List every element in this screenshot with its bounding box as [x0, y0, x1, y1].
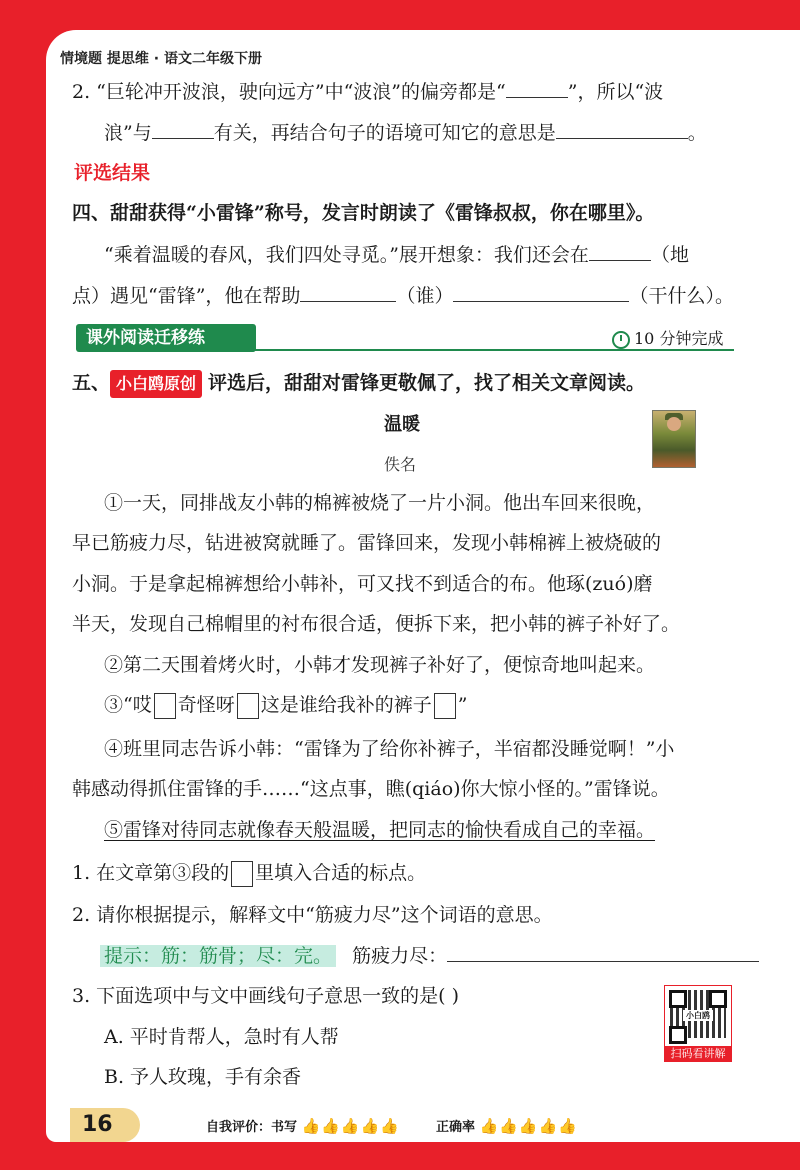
q4-blank-place[interactable]: [589, 240, 651, 261]
section-banner: 课外阅读迁移练: [76, 324, 256, 352]
timer-label: [612, 326, 723, 349]
result-label: 评选结果: [74, 162, 151, 184]
lei-feng-photo: [652, 410, 696, 468]
writing-thumbs-icon[interactable]: 👍👍👍👍👍: [301, 1117, 400, 1135]
sub-q2-hint-line: [100, 941, 759, 969]
q2-line1-prefix: 2. “巨轮冲开波浪，驶向远方”中“波浪”的偏旁都是“: [72, 81, 506, 103]
q4-line1-a: “乘着温暖的春风，我们四处寻觅。”展开想象：我们还会在: [104, 244, 589, 266]
sub-q2-answer-blank[interactable]: [447, 941, 759, 962]
punct-box-2[interactable]: [237, 693, 259, 719]
sub-q1-a: 1. 在文章第③段的: [72, 862, 230, 884]
sub-q2: 2. 请你根据提示，解释文中“筋疲力尽”这个词语的意思。: [72, 904, 553, 926]
photo-head: [667, 417, 681, 431]
accuracy-eval: [436, 1116, 578, 1135]
qr-code[interactable]: [664, 985, 732, 1051]
hint-box: 提示：筋：筋骨；尽：完。: [100, 945, 336, 967]
accuracy-label: 正确率: [436, 1120, 476, 1135]
q2-blank-radical[interactable]: [506, 77, 568, 98]
q2-line2: [104, 118, 707, 146]
qr-finder-bl: [669, 1026, 687, 1044]
q4-line1: [104, 240, 689, 268]
q4-line2-c: （干什么）。: [629, 285, 734, 307]
accuracy-thumbs-icon[interactable]: 👍👍👍👍👍: [479, 1117, 578, 1135]
option-a[interactable]: A. 平时肯帮人，急时有人帮: [104, 1026, 339, 1048]
q2-line2-c: 。: [687, 122, 707, 144]
p3-a: ③“哎: [104, 694, 152, 716]
punct-box-1[interactable]: [154, 693, 176, 719]
article-p1-line3: 小洞。于是拿起棉裤想给小韩补，可又找不到适合的布。他琢(zuó)磨: [72, 573, 653, 595]
q4-line1-b: （地: [650, 244, 689, 266]
self-eval-label: 自我评价：书写: [206, 1120, 298, 1135]
q5-prefix: 五、: [72, 372, 111, 394]
punct-box-3[interactable]: [434, 693, 456, 719]
q2-line1: [72, 77, 663, 105]
book-header: 情境题 提思维 · 语文二年级下册: [60, 51, 262, 67]
sub-q1: [72, 860, 426, 887]
q4-blank-who[interactable]: [300, 281, 396, 302]
q2-blank-meaning[interactable]: [556, 118, 688, 139]
q2-line2-b: 有关，再结合句子的语境可知它的意思是: [213, 122, 556, 144]
q4-blank-what[interactable]: [453, 281, 629, 302]
qr-center-text: 小白鸥: [683, 1010, 713, 1021]
article-p3: [104, 692, 467, 719]
article-p1-line1: ①一天，同排战友小韩的棉裤被烧了一片小洞。他出车回来很晚，: [104, 492, 656, 514]
page-number: 16: [70, 1108, 140, 1142]
article-p4-line2: 韩感动得抓住雷锋的手……“这点事，瞧(qiáo)你大惊小怪的。”雷锋说。: [72, 778, 670, 800]
timer-text: 10 分钟完成: [634, 329, 724, 348]
p3-d: ”: [457, 694, 468, 716]
q4-title: 四、甜甜获得“小雷锋”称号，发言时朗读了《雷锋叔叔，你在哪里》。: [72, 202, 655, 224]
article-author: 佚名: [384, 455, 417, 474]
article-p1-line2: 早已筋疲力尽，钻进被窝就睡了。雷锋回来，发现小韩棉裤上被烧破的: [72, 532, 662, 554]
q2-line1-suffix: ”，所以“波: [567, 81, 664, 103]
sub-q1-b: 里填入合适的标点。: [255, 862, 427, 884]
alarm-clock-icon: [612, 331, 630, 349]
sub-q2-answer-label: 筋疲力尽：: [352, 945, 448, 967]
p3-b: 奇怪呀: [177, 694, 235, 716]
q5-title-text: 评选后，甜甜对雷锋更敬佩了，找了相关文章阅读。: [208, 372, 646, 394]
q2-line2-a: 浪”与: [104, 122, 152, 144]
banner-divider: [246, 349, 734, 351]
article-p2: ②第二天围着烤火时，小韩才发现裤子补好了，便惊奇地叫起来。: [104, 654, 656, 676]
q4-line2: [72, 281, 734, 309]
article-p4-line1: ④班里同志告诉小韩：“雷锋为了给你补裤子，半宿都没睡觉啊！”小: [104, 738, 675, 760]
qr-caption: 扫码看讲解: [664, 1046, 732, 1062]
qr-finder-tl: [669, 990, 687, 1008]
article-p1-line4: 半天，发现自己棉帽里的衬布很合适，便拆下来，把小韩的裤子补好了。: [72, 613, 681, 635]
option-b[interactable]: B. 予人玫瑰，手有余香: [104, 1066, 302, 1088]
self-eval: [206, 1116, 400, 1135]
qr-finder-tr: [709, 990, 727, 1008]
sub-q1-box: [231, 861, 253, 887]
sub-q3: 3. 下面选项中与文中画线句子意思一致的是( ): [72, 985, 460, 1007]
original-badge: 小白鸥原创: [110, 370, 202, 398]
article-p5-underlined: ⑤雷锋对待同志就像春天般温暖，把同志的愉快看成自己的幸福。: [104, 819, 656, 841]
q5-title: [72, 370, 645, 398]
q2-blank-related[interactable]: [152, 118, 214, 139]
p3-c: 这是谁给我补的裤子: [260, 694, 432, 716]
q4-line2-a: 点）遇见“雷锋”，他在帮助: [72, 285, 301, 307]
q4-line2-b: （谁）: [396, 285, 454, 307]
article-title: 温暖: [384, 414, 420, 435]
